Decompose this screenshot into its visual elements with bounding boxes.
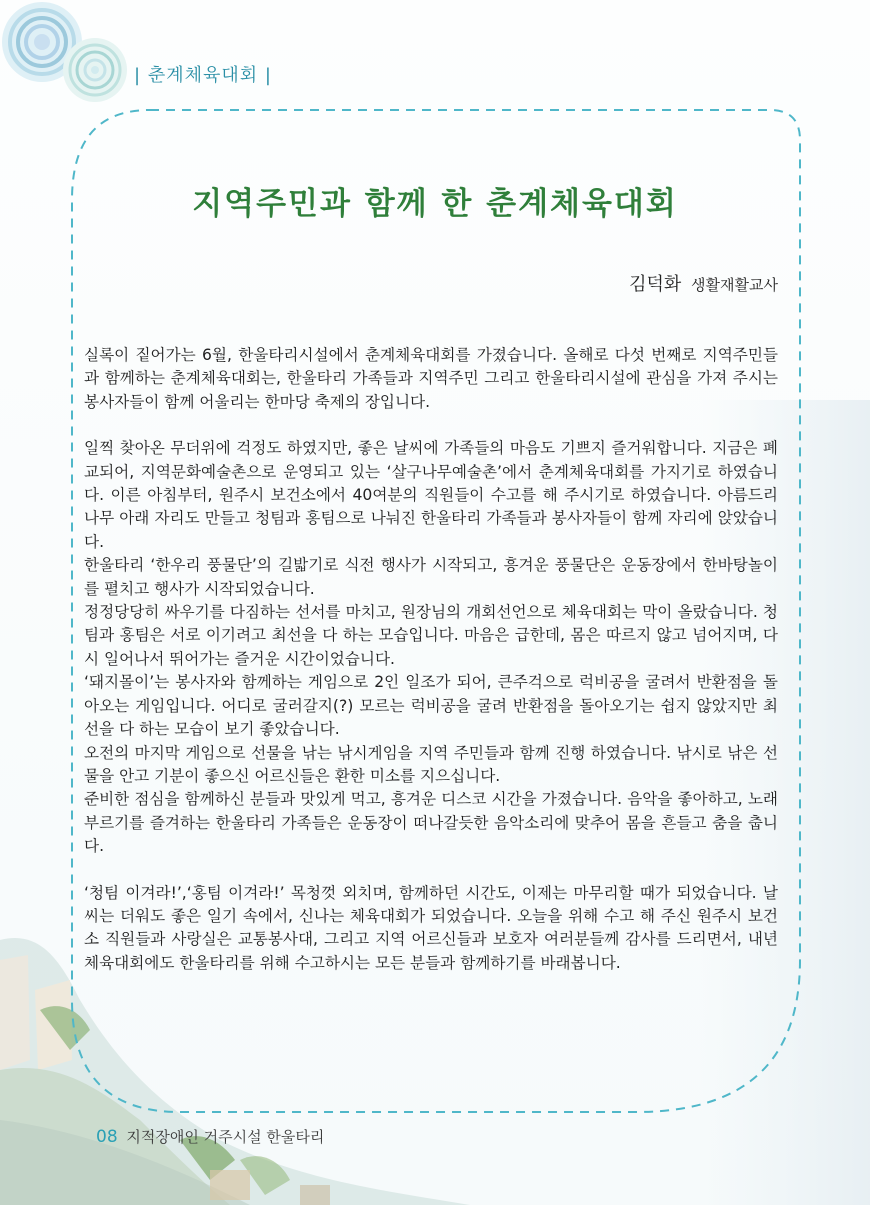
paragraph: 준비한 점심을 함께하신 분들과 맛있게 먹고, 흥겨운 디스코 시간을 가졌습니다. 음악을 좋아하고, 노래 부르기를 즐겨하는 한울타리 가족들은 운동장이 떠나갈듯한 음악소리에 맞추어 몸을 흔들고 춤을 춥니다.	[84, 790, 778, 856]
author-role: 생활재활교사	[691, 276, 778, 294]
article-body	[84, 344, 778, 975]
paragraph: 정정당당히 싸우기를 다짐하는 선서를 마치고, 원장님의 개회선언으로 체육대회는 막이 올랐습니다. 청팀과 홍팀은 서로 이기려고 최선을 다 하는 모습입니다. 마음은 급한데, 몸은 따르지 않고 넘어지며, 다시 일어나서 뛰어가는 즐거운 시간이었습니다.	[84, 603, 778, 668]
header-label-text: 춘계체육대회	[147, 65, 259, 86]
paragraph: ‘청팀 이겨라!’,‘홍팀 이겨라!’ 목청껏 외치며, 함께하던 시간도, 이제는 마무리할 때가 되었습니다. 날씨는 더워도 좋은 일기 속에서, 신나는 체육대회가 되었습니다. 오늘을 위해 수고 해 주신 원주시 보건소 직원들과 사랑실은 교통봉사대, 그리고 지역 어르신들과 보호자 여러분들께 감사를 드리면서, 내년 체육대회에도 한울타리를 위해 수고하시는 모든 분들과 함께하기를 바래봅니다.	[84, 883, 778, 972]
paragraph: 오전의 마지막 게임으로 선물을 낚는 낚시게임을 지역 주민들과 함께 진행 하였습니다. 낚시로 낚은 선물을 안고 기분이 좋으신 어르신들은 환한 미소를 지으십니다.	[84, 743, 778, 785]
paragraph: 일찍 찾아온 무더위에 걱정도 하였지만, 좋은 날씨에 가족들의 마음도 기쁘지 즐거워합니다. 지금은 폐교되어, 지역문화예술촌으로 운영되고 있는 ‘살구나무예술촌’에서 춘계체육대회를 가지기로 하였습니다. 이른 아침부터, 원주시 보건소에서 40여분의 직원들이 수고를 해 주시기로 하였습니다. 아름드리 나무 아래 자리도 만들고 청팀과 홍팀으로 나눠진 한울타리 가족들과 봉사자들이 함께 자리에 앉았습니다.	[84, 439, 778, 551]
author-byline	[629, 270, 778, 296]
page-footer	[96, 1126, 324, 1147]
paragraph-spacer	[84, 859, 778, 882]
header-divider-left: |	[134, 65, 142, 86]
header-divider-right: |	[264, 65, 272, 86]
paragraph-spacer	[84, 414, 778, 437]
page-number: 08	[96, 1127, 118, 1147]
paragraph: 실록이 짙어가는 6월, 한울타리시설에서 춘계체육대회를 가졌습니다. 올해로 다섯 번째로 지역주민들과 함께하는 춘계체육대회는, 한울타리 가족들과 지역주민 그리고 한울타리시설에 관심을 가져 주시는 봉사자들이 함께 어울리는 한마당 축제의 장입니다.	[84, 346, 778, 411]
author-name: 김덕화	[629, 274, 682, 295]
article-title: 지역주민과 함께 한 춘계체육대회	[192, 186, 678, 222]
publication-name: 지적장애인 거주시설 한울타리	[126, 1128, 325, 1146]
paragraph: 한울타리 ‘한우리 풍물단’의 길밟기로 식전 행사가 시작되고, 흥겨운 풍물단은 운동장에서 한바탕놀이를 펼치고 행사가 시작되었습니다.	[84, 556, 778, 598]
paragraph: ‘돼지몰이’는 봉사자와 함께하는 게임으로 2인 일조가 되어, 큰주걱으로 럭비공을 굴려서 반환점을 돌아오는 게임입니다. 어디로 굴러갈지(?) 모르는 럭비공을 굴려 반환점을 돌아오기는 쉽지 않았지만 최선을 다 하는 모습이 보기 좋았습니다.	[84, 673, 778, 739]
